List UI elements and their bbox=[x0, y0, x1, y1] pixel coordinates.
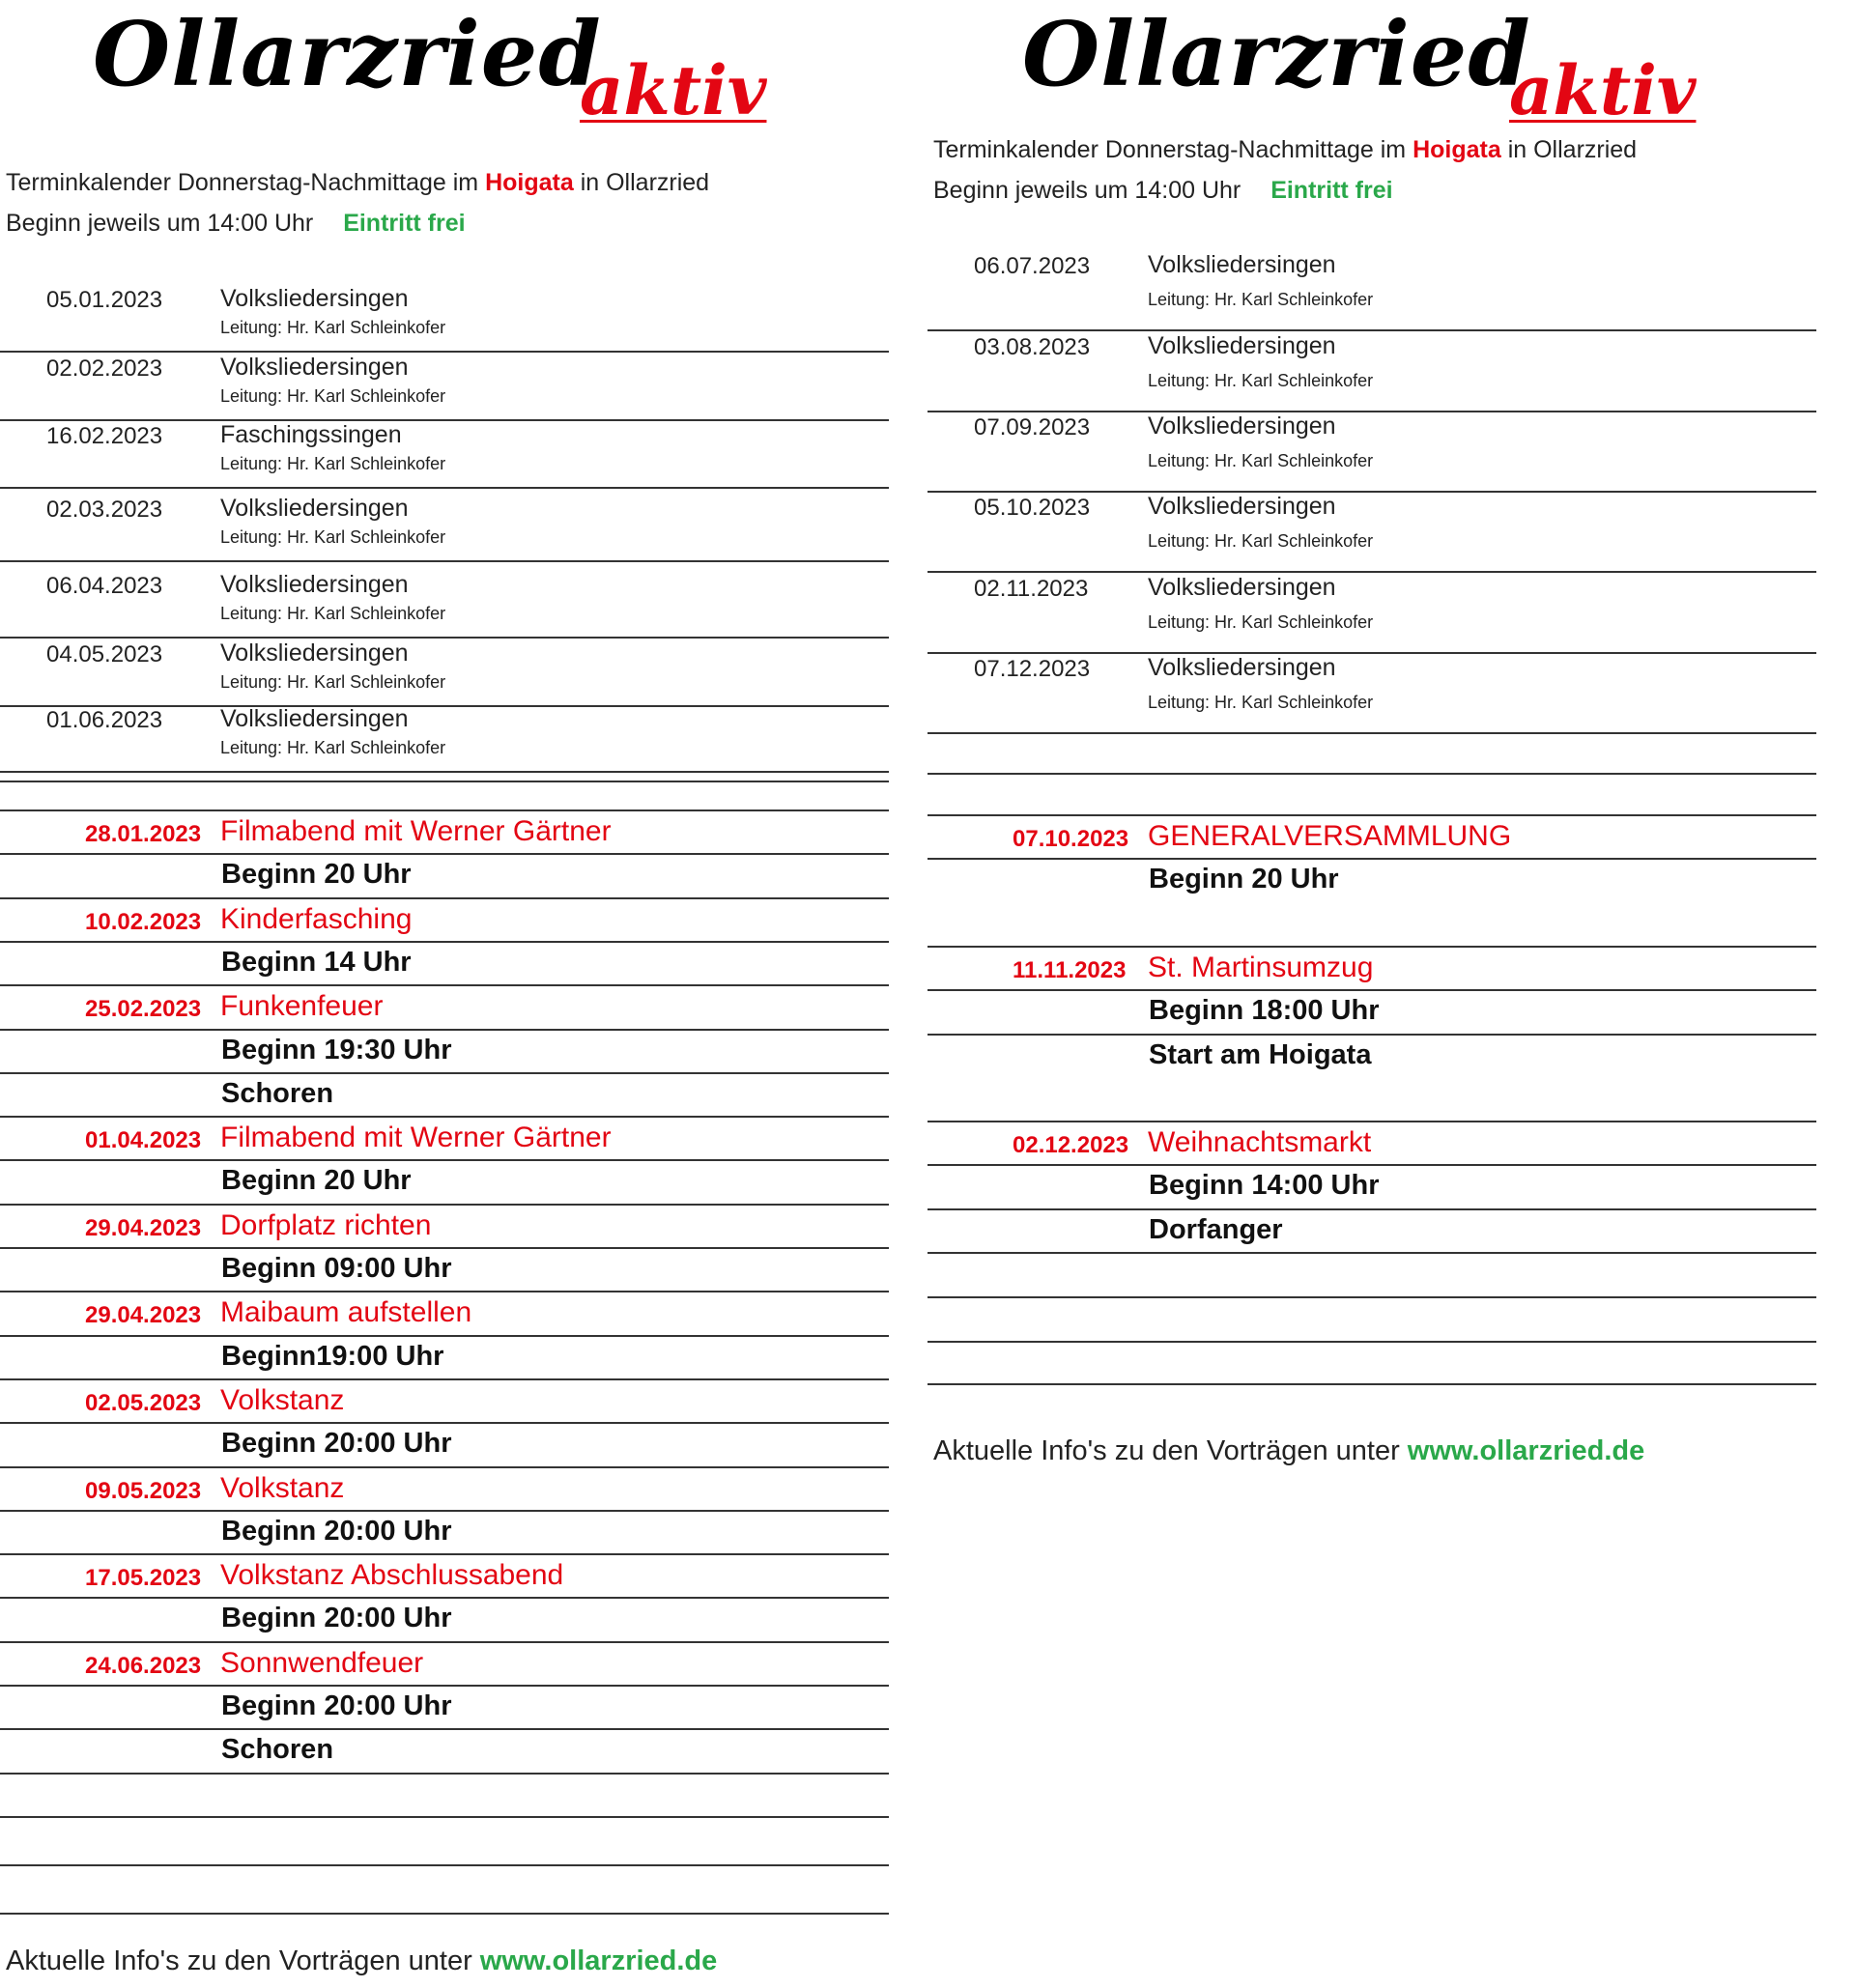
entry-title: Faschingssingen bbox=[220, 421, 402, 448]
entry-date: 03.08.2023 bbox=[974, 334, 1091, 360]
divider-line bbox=[0, 941, 889, 943]
divider-line bbox=[0, 1422, 889, 1424]
divider-line bbox=[0, 1247, 889, 1249]
intro-location: in Ollarzried bbox=[580, 169, 710, 196]
divider-line bbox=[0, 1773, 889, 1775]
event-date: 25.02.2023 bbox=[85, 996, 202, 1023]
entry-title: Volksliedersingen bbox=[220, 639, 409, 667]
event-title: Filmabend mit Werner Gärtner bbox=[220, 815, 612, 847]
event-date: 09.05.2023 bbox=[85, 1477, 202, 1504]
event-date: 02.05.2023 bbox=[85, 1389, 202, 1416]
entry-leader: Leitung: Hr. Karl Schleinkofer bbox=[1148, 531, 1374, 551]
divider-line bbox=[928, 732, 1816, 734]
entry-leader: Leitung: Hr. Karl Schleinkofer bbox=[1148, 612, 1374, 632]
event-detail: Beginn 09:00 Uhr bbox=[221, 1253, 452, 1284]
divider-line bbox=[0, 1204, 889, 1206]
divider-line bbox=[928, 814, 1816, 816]
divider-line bbox=[928, 1208, 1816, 1210]
free-entry-note: Eintritt frei bbox=[343, 210, 466, 237]
event-detail: Start am Hoigata bbox=[1149, 1038, 1372, 1070]
entry-title: Volksliedersingen bbox=[1148, 332, 1336, 359]
divider-line bbox=[0, 1728, 889, 1730]
divider-line bbox=[0, 487, 889, 489]
entry-date: 05.10.2023 bbox=[974, 495, 1091, 521]
divider-line bbox=[928, 1121, 1816, 1122]
intro-line-2 bbox=[6, 203, 466, 243]
venue-highlight: Hoigata bbox=[485, 169, 574, 196]
footer-note bbox=[933, 1435, 1644, 1467]
divider-line bbox=[928, 989, 1816, 991]
event-title: Volkstanz bbox=[220, 1471, 345, 1504]
website-link[interactable]: www.ollarzried.de bbox=[1407, 1435, 1645, 1466]
divider-line bbox=[0, 1641, 889, 1643]
intro-location: in Ollarzried bbox=[1507, 136, 1638, 163]
brand-tag: aktiv bbox=[1509, 50, 1697, 130]
divider-line bbox=[928, 1341, 1816, 1343]
event-detail: Beginn 20:00 Uhr bbox=[221, 1603, 452, 1634]
divider-line bbox=[928, 946, 1816, 948]
entry-leader: Leitung: Hr. Karl Schleinkofer bbox=[220, 604, 446, 623]
divider-line bbox=[928, 1252, 1816, 1254]
intro-line-2 bbox=[933, 170, 1393, 211]
divider-line bbox=[0, 1553, 889, 1555]
divider-line bbox=[0, 1335, 889, 1337]
intro-text: Terminkalender Donnerstag-Nachmittage im bbox=[933, 136, 1407, 163]
brand-logo bbox=[928, 0, 1816, 145]
intro-text: Terminkalender Donnerstag-Nachmittage im bbox=[6, 169, 479, 196]
start-time-note: Beginn jeweils um 14:00 Uhr bbox=[933, 177, 1241, 204]
free-entry-note: Eintritt frei bbox=[1270, 177, 1393, 204]
event-title: Sonnwendfeuer bbox=[220, 1646, 424, 1679]
entry-date: 02.02.2023 bbox=[46, 355, 163, 382]
entry-title: Volksliedersingen bbox=[220, 495, 409, 522]
divider-line bbox=[928, 858, 1816, 860]
divider-line bbox=[0, 1159, 889, 1161]
left-column bbox=[0, 0, 889, 1988]
event-title: Volkstanz bbox=[220, 1383, 345, 1416]
event-title: Volkstanz Abschlussabend bbox=[220, 1559, 564, 1592]
event-detail: Beginn 20 Uhr bbox=[221, 1165, 412, 1197]
event-title: Maibaum aufstellen bbox=[220, 1296, 472, 1329]
entry-date: 01.06.2023 bbox=[46, 707, 163, 733]
divider-line bbox=[928, 1034, 1816, 1036]
entry-leader: Leitung: Hr. Karl Schleinkofer bbox=[1148, 371, 1374, 390]
event-detail: Beginn 20:00 Uhr bbox=[221, 1428, 452, 1460]
divider-line bbox=[928, 1296, 1816, 1298]
entry-date: 16.02.2023 bbox=[46, 423, 163, 449]
brand-name: Ollarzried bbox=[1022, 2, 1531, 106]
event-date: 11.11.2023 bbox=[1013, 956, 1127, 983]
event-title: GENERALVERSAMMLUNG bbox=[1148, 820, 1512, 852]
entry-leader: Leitung: Hr. Karl Schleinkofer bbox=[220, 454, 446, 473]
start-time-note: Beginn jeweils um 14:00 Uhr bbox=[6, 210, 314, 237]
divider-line bbox=[0, 1466, 889, 1468]
event-detail: Beginn19:00 Uhr bbox=[221, 1340, 444, 1372]
event-date: 07.10.2023 bbox=[1013, 826, 1129, 852]
divider-line bbox=[928, 571, 1816, 573]
divider-line bbox=[0, 351, 889, 353]
event-date: 17.05.2023 bbox=[85, 1565, 202, 1592]
divider-line bbox=[928, 329, 1816, 331]
entry-title: Volksliedersingen bbox=[1148, 251, 1336, 278]
footer-text: Aktuelle Info's zu den Vorträgen unter bbox=[933, 1435, 1400, 1466]
brand-logo bbox=[0, 0, 889, 145]
brand-name: Ollarzried bbox=[93, 2, 602, 106]
divider-line bbox=[0, 809, 889, 811]
footer-note bbox=[6, 1945, 717, 1977]
divider-line bbox=[0, 984, 889, 986]
divider-line bbox=[0, 1597, 889, 1599]
entry-date: 07.09.2023 bbox=[974, 414, 1091, 440]
event-date: 02.12.2023 bbox=[1013, 1132, 1129, 1159]
event-detail: Beginn 20:00 Uhr bbox=[221, 1515, 452, 1547]
event-detail: Beginn 19:30 Uhr bbox=[221, 1034, 452, 1065]
entry-title: Volksliedersingen bbox=[220, 354, 409, 381]
event-title: Filmabend mit Werner Gärtner bbox=[220, 1122, 612, 1154]
event-date: 01.04.2023 bbox=[85, 1127, 202, 1154]
intro-line-1 bbox=[933, 129, 1637, 170]
event-date: 29.04.2023 bbox=[85, 1302, 202, 1329]
divider-line bbox=[0, 1116, 889, 1118]
event-date: 28.01.2023 bbox=[85, 821, 202, 847]
event-title: Kinderfasching bbox=[220, 902, 413, 935]
divider-line bbox=[928, 1383, 1816, 1385]
event-detail: Beginn 14:00 Uhr bbox=[1149, 1170, 1380, 1202]
entry-date: 02.03.2023 bbox=[46, 497, 163, 523]
divider-line bbox=[0, 1072, 889, 1074]
entry-title: Volksliedersingen bbox=[1148, 412, 1336, 440]
venue-highlight: Hoigata bbox=[1413, 136, 1501, 163]
divider-line bbox=[928, 491, 1816, 493]
entry-title: Volksliedersingen bbox=[1148, 493, 1336, 520]
entry-title: Volksliedersingen bbox=[220, 571, 409, 598]
divider-line bbox=[0, 1291, 889, 1292]
divider-line bbox=[0, 1029, 889, 1031]
event-title: Weihnachtsmarkt bbox=[1148, 1126, 1372, 1159]
entry-leader: Leitung: Hr. Karl Schleinkofer bbox=[1148, 290, 1374, 309]
event-detail: Schoren bbox=[221, 1734, 334, 1766]
footer-text: Aktuelle Info's zu den Vorträgen unter bbox=[6, 1945, 472, 1976]
event-detail: Dorfanger bbox=[1149, 1213, 1283, 1245]
divider-line bbox=[0, 1510, 889, 1512]
event-detail: Beginn 18:00 Uhr bbox=[1149, 995, 1380, 1027]
event-date: 10.02.2023 bbox=[85, 908, 202, 935]
divider-line bbox=[0, 853, 889, 855]
entry-title: Volksliedersingen bbox=[1148, 574, 1336, 601]
entry-leader: Leitung: Hr. Karl Schleinkofer bbox=[220, 318, 446, 337]
event-title: Funkenfeuer bbox=[220, 990, 384, 1023]
intro-line-1 bbox=[6, 162, 709, 203]
entry-leader: Leitung: Hr. Karl Schleinkofer bbox=[220, 672, 446, 692]
event-title: St. Martinsumzug bbox=[1148, 951, 1374, 983]
entry-title: Volksliedersingen bbox=[1148, 654, 1336, 681]
entry-date: 07.12.2023 bbox=[974, 656, 1091, 682]
entry-leader: Leitung: Hr. Karl Schleinkofer bbox=[220, 738, 446, 757]
divider-line bbox=[0, 897, 889, 899]
divider-line bbox=[0, 560, 889, 562]
right-column bbox=[928, 0, 1816, 1988]
entry-leader: Leitung: Hr. Karl Schleinkofer bbox=[220, 386, 446, 406]
divider-line bbox=[0, 1816, 889, 1818]
event-title: Dorfplatz richten bbox=[220, 1208, 432, 1241]
entry-leader: Leitung: Hr. Karl Schleinkofer bbox=[220, 527, 446, 547]
entry-title: Volksliedersingen bbox=[220, 705, 409, 732]
divider-line bbox=[0, 1913, 889, 1915]
event-detail: Beginn 14 Uhr bbox=[221, 946, 412, 978]
entry-date: 06.07.2023 bbox=[974, 253, 1091, 279]
entry-date: 05.01.2023 bbox=[46, 287, 163, 313]
divider-line bbox=[928, 652, 1816, 654]
divider-line bbox=[0, 637, 889, 639]
event-detail: Beginn 20 Uhr bbox=[1149, 864, 1339, 895]
divider-line bbox=[0, 419, 889, 421]
divider-line bbox=[928, 1164, 1816, 1166]
event-date: 29.04.2023 bbox=[85, 1214, 202, 1241]
website-link[interactable]: www.ollarzried.de bbox=[479, 1945, 718, 1976]
divider-line bbox=[928, 411, 1816, 412]
event-detail: Schoren bbox=[221, 1077, 334, 1109]
event-detail: Beginn 20:00 Uhr bbox=[221, 1690, 452, 1721]
entry-leader: Leitung: Hr. Karl Schleinkofer bbox=[1148, 451, 1374, 470]
entry-leader: Leitung: Hr. Karl Schleinkofer bbox=[1148, 693, 1374, 712]
divider-line bbox=[928, 773, 1816, 775]
event-detail: Beginn 20 Uhr bbox=[221, 859, 412, 891]
entry-title: Volksliedersingen bbox=[220, 285, 409, 312]
divider-line bbox=[0, 1685, 889, 1687]
entry-date: 04.05.2023 bbox=[46, 641, 163, 667]
divider-line bbox=[0, 781, 889, 782]
divider-line bbox=[0, 1378, 889, 1380]
divider-line bbox=[0, 1864, 889, 1866]
divider-line bbox=[0, 771, 889, 773]
brand-tag: aktiv bbox=[580, 50, 767, 130]
event-date: 24.06.2023 bbox=[85, 1652, 202, 1679]
entry-date: 02.11.2023 bbox=[974, 576, 1089, 602]
entry-date: 06.04.2023 bbox=[46, 573, 163, 599]
